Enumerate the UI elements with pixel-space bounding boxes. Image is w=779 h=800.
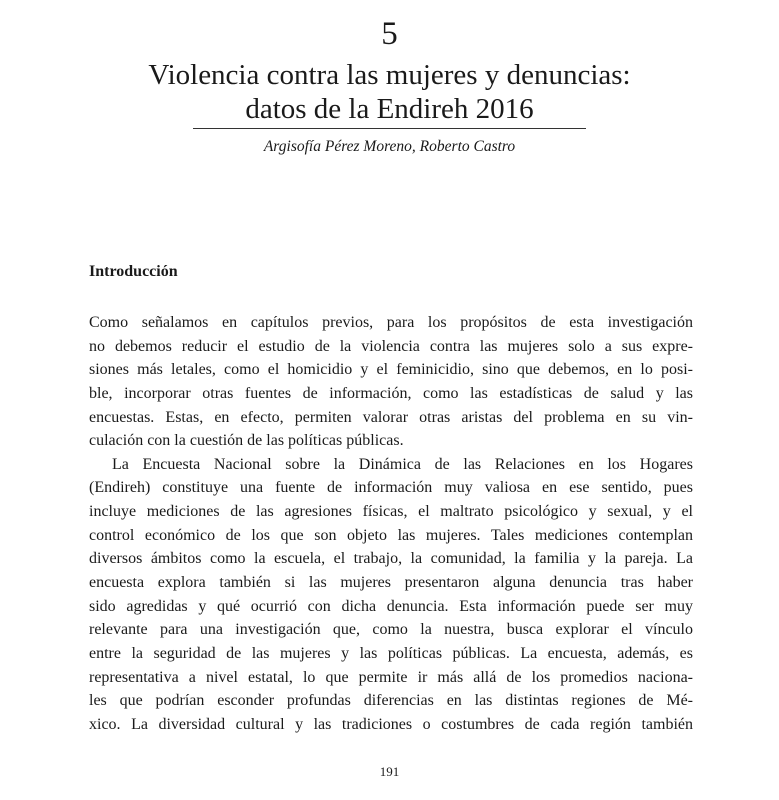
text-line: incluye mediciones de las agresiones físicas, el maltrato psicológico y sexual, y el xyxy=(89,503,693,521)
paragraph-2 xyxy=(89,453,693,737)
text-line: (Endireh) constituye una fuente de información muy valiosa en ese sentido, pues xyxy=(89,479,693,497)
chapter-authors: Argisofía Pérez Moreno, Roberto Castro xyxy=(263,138,516,155)
section-heading: Introducción xyxy=(89,263,178,280)
text-line: les que podrían esconder profundas diferencias en las distintas regiones de Mé- xyxy=(89,692,693,710)
chapter-title-line-2: datos de la Endireh 2016 xyxy=(245,93,534,125)
text-line: encuesta explora también si las mujeres presentaron alguna denuncia tras haber xyxy=(89,574,693,592)
text-line: no debemos reducir el estudio de la violencia contra las mujeres solo a sus expre- xyxy=(89,337,693,355)
chapter-number: 5 xyxy=(381,16,398,52)
text-line: representativa a nivel estatal, lo que permite ir más allá de los promedios naciona- xyxy=(89,668,693,686)
chapter-title xyxy=(0,58,779,126)
text-line: relevante para una investigación que, como la nuestra, busca explorar el vínculo xyxy=(89,621,693,639)
text-line: xico. La diversidad cultural y las tradiciones o costumbres de cada región también xyxy=(89,715,693,733)
text-line: culación con la cuestión de las políticas públicas. xyxy=(89,432,404,450)
text-line: ble, incorporar otras fuentes de información, como las estadísticas de salud y las xyxy=(89,384,693,402)
text-line: siones más letales, como el homicidio y el feminicidio, sino que debemos, en lo posi- xyxy=(89,361,693,379)
body-text xyxy=(89,311,693,737)
text-line: entre la seguridad de las mujeres y las políticas públicas. La encuesta, además, es xyxy=(89,644,693,662)
text-line: diversos ámbitos como la escuela, el trabajo, la comunidad, la familia y la pareja. La xyxy=(89,550,693,568)
page-number: 191 xyxy=(379,764,400,779)
text-line: Como señalamos en capítulos previos, para los propósitos de esta investigación xyxy=(89,314,693,331)
paragraph-1 xyxy=(89,311,693,453)
text-line: La Encuesta Nacional sobre la Dinámica de las Relaciones en los Hogares xyxy=(112,455,693,473)
text-line: control económico de los que son objeto las mujeres. Tales mediciones contemplan xyxy=(89,526,693,544)
chapter-title-line-1: Violencia contra las mujeres y denuncias: xyxy=(148,59,631,91)
text-line: sido agredidas y qué ocurrió con dicha denuncia. Esta información puede ser muy xyxy=(89,597,693,615)
title-divider xyxy=(193,128,586,129)
text-line: encuestas. Estas, en efecto, permiten valorar otras aristas del problema en su vin- xyxy=(89,408,693,426)
